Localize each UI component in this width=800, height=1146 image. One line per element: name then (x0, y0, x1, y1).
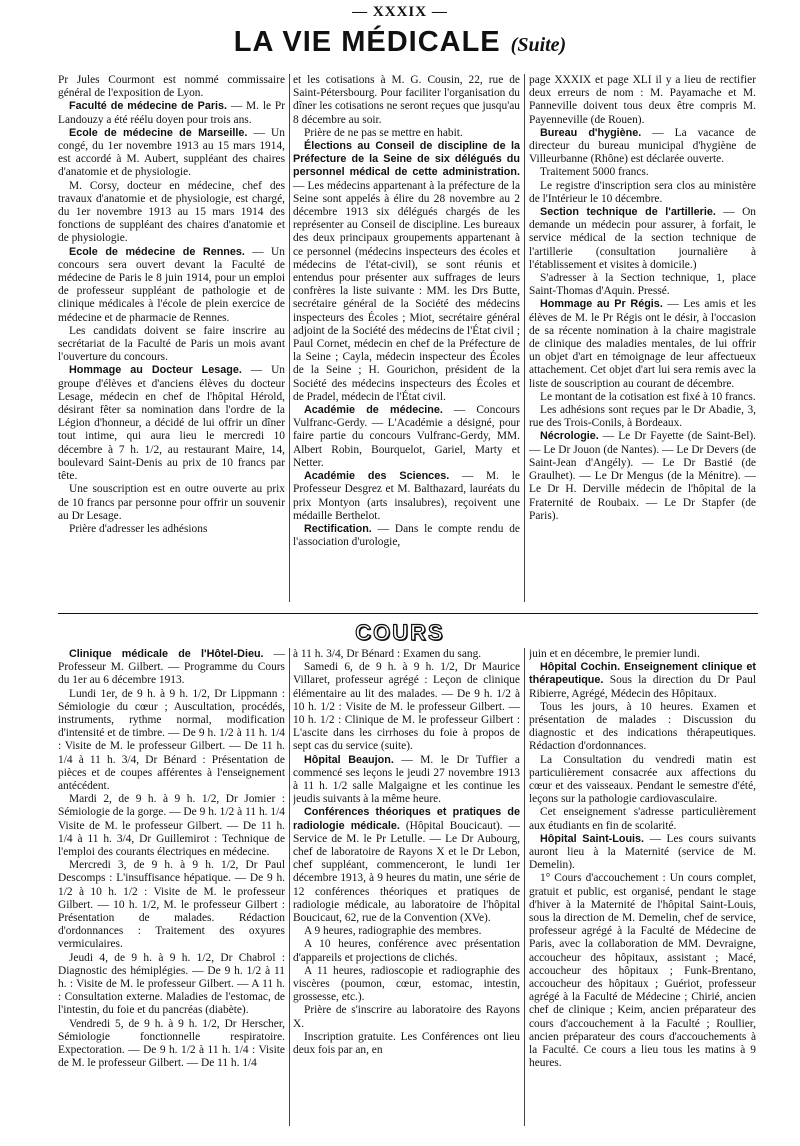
news-item (58, 127, 285, 180)
item-text: — M. le Dr Tuffier a commencé ses leçons le jeudi 27 novembre 1913 à 11 h. 1/2 salle Malgaigne et les continue les jeudis suivants à la même heure. (293, 753, 520, 806)
item-text: Le montant de la cotisation est fixé à 10 francs. (540, 390, 756, 403)
item-text: — Un concours sera ouvert devant la Faculté de médecine de Paris le 8 juin 1914, pour un emploi de professeur suppléant de pathologie et de clinique médicales à l'école de plein exercice de médecine et de pharmacie de Rennes. (58, 245, 285, 324)
news-item (293, 523, 520, 549)
cours-column-2 (293, 648, 520, 1126)
item-heading: Hôpital Cochin. Enseignement clinique et thérapeutique. (529, 661, 756, 687)
item-text: Mercredi 3, de 9 h. à 9 h. 1/2, Dr Paul Descomps : L'insuffisance hépatique. — De 9 h. 1/2 à 10 h. 1/2 : Visite de M. le professeur Gilbert. — 10 h. 1/2, M. le professeur Gilbert : Présentation de malades. Rédaction d'ordonnances : Traitement des oxyures vermiculaires. (58, 859, 285, 951)
paragraph (58, 688, 285, 794)
item-heading: Hommage au Docteur Lesage. (69, 364, 242, 377)
item-text: — Concours Vulfranc-Gerdy. — L'Académie a désigné, pour faire partie du concours Vulfranc-Gerdy, MM. Albert Robin, Bourquelot, Gariel, Marty et Netter. (293, 404, 520, 469)
news-column-1 (58, 74, 285, 602)
item-text: Une souscription est en outre ouverte au prix de 10 francs par personne pour offrir un souvenir au Dr Lesage. (58, 483, 285, 522)
paragraph (293, 965, 520, 1005)
item-text: Les candidats doivent se faire inscrire au secrétariat de la Faculté de Paris un mois avant l'ouverture du concours. (58, 324, 285, 364)
item-heading: Hôpital Saint-Louis. (540, 832, 645, 845)
item-text: — On demande un médecin pour assurer, à forfait, le service médical de la section technique de l'artillerie (consultation journalière à l'établissement et visites à domicile.) (529, 206, 756, 271)
item-heading: Ecole de médecine de Marseille. (69, 126, 248, 139)
item-text: 1° Cours d'accouchement : Un cours complet, gratuit et public, est organisé, pendant le stage d'hiver à la Maternité de l'hôpital Saint-Louis, sous la direction de M. Demelin, chef de service, professeur agrégé à la Faculté de Médecine de Paris, avec la collaboration de MM. Devraigne, accoucheur des hôpitaux, assistant ; Macé, accoucheur des hôpitaux ; Funk-Brentano, accoucheur des hôpitaux ; Guériot, professeur agrégé à la Faculté de Médecine ; Chirié, ancien chef de clinique ; Keim, ancien préparateur des cours d'accouchement à la Faculté ; Roullier, ancien préparateur des cours d'accouchements à la Faculté. Ce cours a lieu tous les matins à 9 heures. (529, 872, 756, 1070)
item-text: page XXXIX et page XLI il y a lieu de rectifier deux erreurs de nom : M. Payamache et M. Panneville doivent tous deux être compris M. Payenneville (de Rouen). (529, 74, 756, 126)
section-rule (58, 613, 758, 614)
item-heading: Rectification. (304, 522, 372, 535)
paragraph (58, 523, 285, 536)
item-text: A 9 heures, radiographie des membres. (304, 925, 482, 938)
news-item (529, 127, 756, 167)
item-heading: Hommage au Pr Régis. (540, 298, 663, 311)
news-item (293, 404, 520, 470)
item-heading: Hôpital Beaujon. (304, 753, 394, 766)
news-item (293, 140, 520, 404)
item-heading: Bureau d'hygiène. (540, 126, 642, 139)
paragraph (293, 925, 520, 938)
item-text: Les adhésions sont reçues par le Dr Abadie, 3, rue des Trois-Conils, à Bordeaux. (529, 404, 756, 430)
paragraph (529, 180, 756, 206)
news-item (529, 430, 756, 522)
item-text: A 11 heures, radioscopie et radiographie des viscères (poumon, cœur, estomac, intestin, grossesse, etc.). (293, 964, 520, 1004)
paragraph (529, 701, 756, 754)
item-text: — M. le Professeur Desgrez et M. Balthazard, lauréats du prix Montyon (arts insalubres), reçoivent une médaille Berthelot. (293, 470, 520, 522)
column-divider (289, 74, 290, 602)
item-text: — Professeur M. Gilbert. — Programme du Cours du 1er au 6 décembre 1913. (58, 648, 285, 687)
cours-column-3 (529, 648, 756, 1126)
item-text: S'adresser à la Section technique, 1, place Saint-Thomas d'Aquin. Pressé. (529, 272, 756, 298)
paragraph (58, 325, 285, 365)
news-item (529, 298, 756, 390)
paragraph (58, 1018, 285, 1071)
news-item (293, 754, 520, 807)
item-heading: Conférences théoriques et pratiques de radiologie médicale. (293, 806, 520, 832)
paragraph (293, 938, 520, 964)
item-text: Prière d'adresser les adhésions (69, 522, 208, 535)
item-text: et les cotisations à M. G. Cousin, 22, rue de Saint-Pétersbourg. Pour faciliter l'organisation du dîner les cotisations ne seront reçues que jusqu'au 8 décembre au soir. (293, 74, 520, 126)
item-text: Sous la direction du Dr Paul Ribierre, Agrégé, Médecin des Hôpitaux. (529, 674, 756, 700)
item-text: Vendredi 5, de 9 h. à 9 h. 1/2, Dr Herscher, Sémiologie fonctionnelle respiratoire. Expectoration. — De 9 h. 1/2 à 11 h. 1/4 : Visite de M. le professeur Gilbert. — De 11 h. 1/4 (58, 1017, 285, 1070)
news-item (529, 661, 756, 701)
item-text: Prière de ne pas se mettre en habit. (304, 126, 463, 139)
item-text: Pr Jules Courmont est nommé commissaire général de l'exposition de Lyon. (58, 74, 285, 100)
item-text: Lundi 1er, de 9 h. à 9 h. 1/2, Dr Lippmann : Sémiologie du cœur ; Auscultation, procédés, instruments, rythme normal, modification d'intensité et de timbre. — De 9 h. 1/2 à 11 h. 1/4 : Visite de M. le professeur Gilbert. — De 11 h. 1/4 à 11 h. 3/4, Dr Bénard : Présentation de pièces et de coupes afférentes à l'enseignement antécédent. (58, 687, 285, 793)
item-text: — La vacance de directeur du bureau municipal d'hygiène de Villeurbanne (Rhône) est déclarée ouverte. (529, 126, 756, 166)
item-heading: Académie des Sciences. (304, 470, 450, 483)
paragraph (58, 483, 285, 523)
item-text: — Dans le compte rendu de l'association d'urologie, (293, 522, 520, 549)
paragraph (58, 180, 285, 246)
item-text: — Les cours suivants auront lieu à la Maternité (service de M. Demelin). (529, 832, 756, 872)
news-column-3 (529, 74, 756, 602)
paragraph (293, 648, 520, 661)
news-item (293, 806, 520, 925)
item-heading: Académie de médecine. (304, 404, 443, 417)
item-text: (Hôpital Boucicaut). — Service de M. le Pr Letulle. — Le Dr Aubourg, chef de laboratoire de Rayons X et le Dr Lebon, chef suppléant, commenceront, le lundi 1er décembre 1913, à 9 heures du matin, une série de 12 conférences théoriques et pratiques de radiologie médicale, au laboratoire de l'hôpital Boucicaut, 62, rue de la Convention (XVe). (293, 819, 520, 925)
item-text: juin et en décembre, le premier lundi. (529, 648, 700, 660)
item-text: Jeudi 4, de 9 h. à 9 h. 1/2, Dr Chabrol : Diagnostic des hémiplégies. — De 9 h. 1/2 à 11 h. : Visite de M. le professeur Gilbert. — A 11 h. : Consultation externe. Maladies de l'estomac, de l'intestin, du foie et du pancréas (diabète). (58, 951, 285, 1017)
column-divider (524, 74, 525, 602)
item-text: Samedi 6, de 9 h. à 9 h. 1/2, Dr Maurice Villaret, professeur agrégé : Leçon de clinique élémentaire au lit des malades. — De 9 h. 1/2 à 10 h. 1/2 : Visite de M. le professeur Gilbert. — 10 h. 1/2 : Clinique de M. le professeur Gilbert : L'ascite dans les cirrhoses du foie à propos de sept cas du service (suite). (293, 661, 520, 753)
item-text: Traitement 5000 francs. (540, 166, 649, 179)
item-text: Le registre d'inscription sera clos au ministère de l'Intérieur le 10 décembre. (529, 179, 756, 205)
item-text: à 11 h. 3/4, Dr Bénard : Examen du sang. (293, 648, 482, 660)
item-text: A 10 heures, conférence avec présentation d'appareils et projections de clichés. (293, 938, 520, 964)
news-item (58, 100, 285, 126)
news-item (529, 206, 756, 272)
news-item (58, 246, 285, 325)
paragraph (293, 1004, 520, 1030)
item-text: M. Corsy, docteur en médecine, chef des travaux d'anatomie et de physiologie, est chargé, du 1er novembre 1913 au 15 mars 1914 des fonctions de suppléant des chaires d'anatomie et de physiologie. (58, 179, 285, 245)
item-text: — Un congé, du 1er novembre 1913 au 15 mars 1914, est accordé à M. Aubert, suppléant des chaires d'anatomie et de physiologie. (58, 126, 285, 179)
paragraph (529, 648, 756, 661)
news-item (529, 833, 756, 873)
item-text: — Les médecins appartenant à la préfecture de la Seine sont appelés à élire du 28 novembre au 2 décembre 1913 six délégués chargés de les représenter au Conseil de discipline. Les bureaux des deux principaux groupements appartenant à ce personnel (médecins inspecteurs des écoles et médecins de l'état-civil), se sont réunis et entendus pour présenter aux suffrages de leurs confrères la liste suivante : MM. les Drs Butte, secrétaire général de la Société des médecins inspecteurs des Écoles ; Miot, secrétaire général adjoint de la Société des médecins de l'État civil ; Paul Cornet, médecin en chef de la Préfecture de la Seine ; Cayla, médecin inspecteur des Écoles de la Seine ; H. Gourichon, président de la Société des médecins inspecteurs des Écoles et de Pradel, médecin de l'État civil. (293, 179, 520, 403)
item-heading: Nécrologie. (540, 430, 599, 443)
item-heading: Clinique médicale de l'Hôtel-Dieu. (69, 648, 264, 660)
item-text: Tous les jours, à 10 heures. Examen et présentation de malades : Discussion du diagnostic et des indications thérapeutiques. Rédaction d'ordonnances. (529, 700, 756, 753)
paragraph (529, 806, 756, 832)
item-text: Inscription gratuite. Les Conférences ont lieu deux fois par an, en (293, 1030, 520, 1057)
paragraph (293, 1031, 520, 1057)
item-text: — Le Dr Fayette (de Saint-Bel). — Le Dr Jouon (de Nantes). — Le Dr Devers (de Saint-Jean d'Angély). — Le Dr Bastié (de Graulhet). — Le Dr Mengus (de la Ménitre). — Le Dr H. Derville médecin de l'hôpital de la Fraternité de Roubaix. — Le Dr Stapfer (de Paris). (529, 430, 756, 522)
news-item (58, 648, 285, 688)
paragraph (58, 952, 285, 1018)
item-heading: Faculté de médecine de Paris. (69, 100, 228, 113)
paragraph (293, 74, 520, 127)
paragraph (293, 661, 520, 753)
cours-column-1 (58, 648, 285, 1126)
item-heading: Ecole de médecine de Rennes. (69, 245, 245, 258)
news-item (58, 364, 285, 483)
paragraph (529, 872, 756, 1070)
column-divider (289, 648, 290, 1126)
item-text: Cet enseignement s'adresse particulièrement aux étudiants en fin de scolarité. (529, 806, 756, 832)
paragraph (529, 391, 756, 404)
item-text: — Un groupe d'élèves et d'anciens élèves du docteur Lesage, médecin en chef de l'hôpital Hérold, désirant fêter sa nomination dans l'ordre de la Légion d'honneur, a décidé de lui offrir un dîner tout intime, qui aura lieu le mercredi 10 décembre à 7 h. 1/2, au restaurant Maire, 14, boulevard Saint-Denis au prix de 10 francs par tête. (58, 364, 285, 483)
item-text: — M. le Pr Landouzy a été réélu doyen pour trois ans. (58, 100, 285, 126)
paragraph (58, 793, 285, 859)
paragraph (58, 74, 285, 100)
paragraph (293, 127, 520, 140)
news-item (293, 470, 520, 523)
item-text: La Consultation du vendredi matin est particulièrement consacrée aux affections du cœur et des vaisseaux. Pendant le semestre d'été, leçons sur la pathologie cardiovasculaire. (529, 753, 756, 806)
item-text: Mardi 2, de 9 h. à 9 h. 1/2, Dr Jomier : Sémiologie de la gorge. — De 9 h. 1/2 à 11 h. 1/4 Visite de M. le professeur Gilbert. — De 11 h. 1/4 à 11 h. 3/4, Dr Guillemirot : Technique de l'emploi des courants électriques en médecine. (58, 793, 285, 859)
column-divider (524, 648, 525, 1126)
paragraph (529, 166, 756, 179)
item-heading: Élections au Conseil de discipline de la Préfecture de la Seine de six délégués du personnel médical de cette administration. (293, 140, 520, 179)
paragraph (529, 404, 756, 430)
section-suite: (Suite) (510, 34, 567, 56)
cours-title: COURS (355, 620, 445, 645)
item-heading: Section technique de l'artillerie. (540, 206, 716, 219)
page-number: — XXXIX — (352, 4, 448, 20)
item-text: Prière de s'inscrire au laboratoire des Rayons X. (293, 1004, 520, 1030)
item-text: — Les amis et les élèves de M. le Pr Régis ont le désir, à l'occasion de sa récente nomination à la chaire magistrale de clinique des maladies mentales, de lui offrir un objet d'art en témoignage de leur affectueux attachement. Cet objet d'art lui sera remis avec la liste de souscription au courant de décembre. (529, 298, 756, 390)
paragraph (529, 74, 756, 127)
paragraph (58, 859, 285, 951)
section-title: LA VIE MÉDICALE (233, 26, 501, 58)
section-header (0, 26, 800, 59)
paragraph (529, 754, 756, 807)
paragraph (529, 272, 756, 298)
news-column-2 (293, 74, 520, 602)
